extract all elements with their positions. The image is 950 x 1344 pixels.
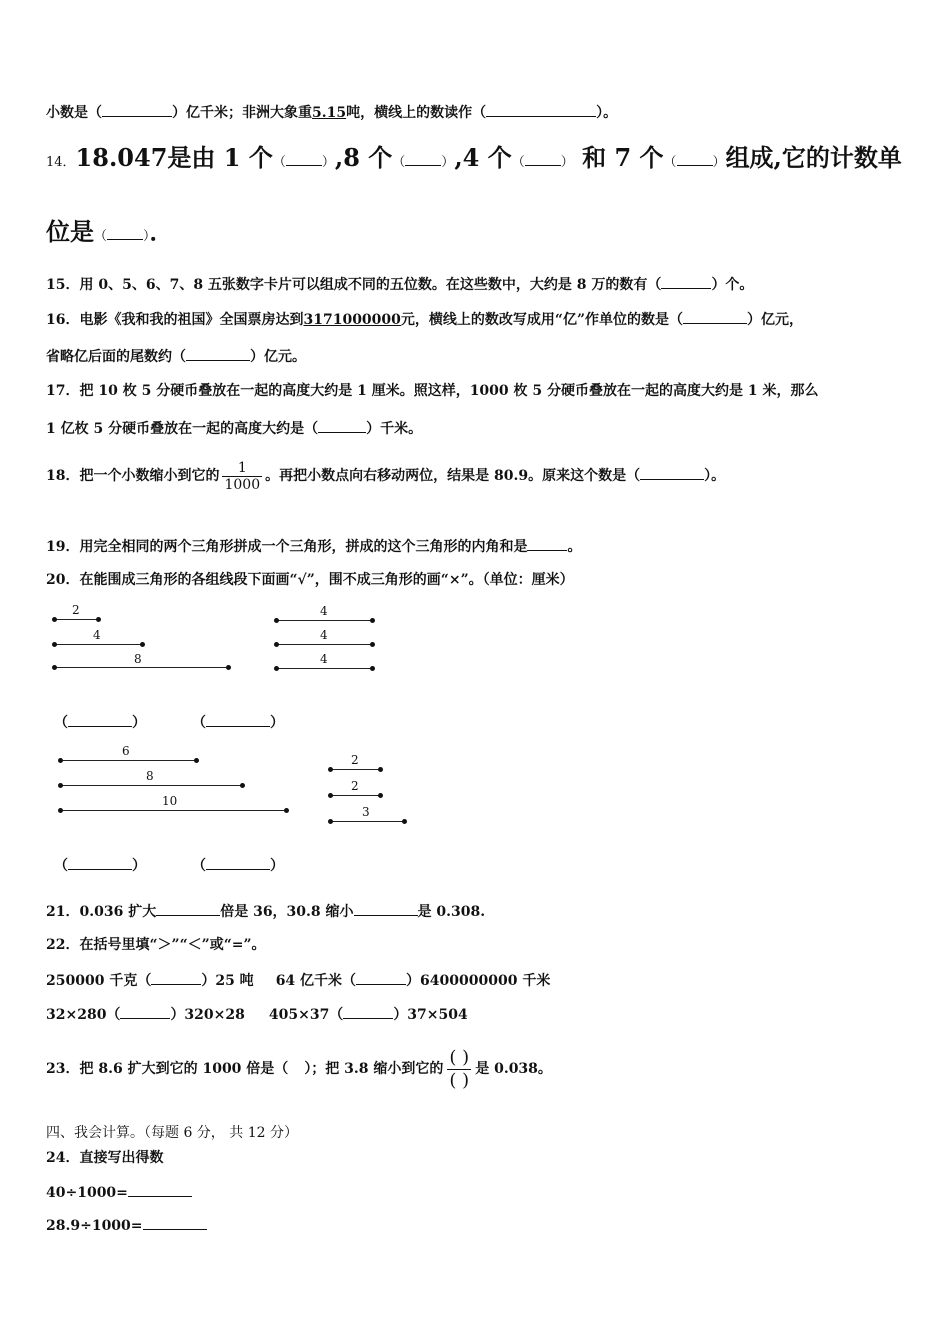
segment-line xyxy=(276,620,372,621)
q13-weight: 5.15 xyxy=(312,105,347,121)
q14-value: 18.047 xyxy=(75,143,168,172)
seg-label: 4 xyxy=(320,604,328,618)
q14-rp-2: ） xyxy=(441,155,455,170)
answer-lp: （ xyxy=(54,858,68,874)
segment-endpoint xyxy=(58,758,63,763)
seg-label: 4 xyxy=(320,652,328,666)
answer-lp: （ xyxy=(192,858,206,874)
q14-text-b: ,8 个 xyxy=(334,143,393,172)
seg-label: 10 xyxy=(162,794,178,808)
q14-lp-3: （ xyxy=(511,155,525,170)
q13-mid2: 吨，横线上的数读作（ xyxy=(346,105,487,121)
segment-endpoint xyxy=(226,665,231,670)
q19-line xyxy=(46,536,581,557)
q14-rp-3: ） xyxy=(560,155,574,170)
q22-r2d: ）37×504 xyxy=(393,1007,468,1023)
q13-end: ）。 xyxy=(596,105,618,121)
q14-blank-3[interactable] xyxy=(525,145,561,166)
q22-row-1 xyxy=(46,970,550,991)
segment-line xyxy=(54,619,98,620)
q13-blank-1[interactable] xyxy=(102,102,172,117)
q17-line-1 xyxy=(46,381,819,401)
q14-text-c: ,4 个 xyxy=(454,143,512,172)
q20-answers-3 xyxy=(54,855,146,876)
q21-a: 21．0.036 扩大 xyxy=(46,904,157,920)
q14-dot: ． xyxy=(149,217,174,246)
q23-mid: ）；把 3.8 缩小到它的 xyxy=(304,1061,444,1077)
q20-answers-1 xyxy=(54,712,146,733)
q16-end: ）亿元， xyxy=(747,312,804,328)
q17-line-2 xyxy=(46,418,422,439)
q18-end: ）。 xyxy=(704,468,726,484)
q23-frac-bot: ( ) xyxy=(449,1069,470,1091)
segment-line xyxy=(60,785,242,786)
seg-label: 3 xyxy=(362,805,370,819)
q15-line xyxy=(46,274,753,295)
answer-rp: ） xyxy=(270,715,284,731)
segment-endpoint xyxy=(52,642,57,647)
segment-endpoint xyxy=(52,665,57,670)
q24-blank-1[interactable] xyxy=(128,1182,192,1197)
q23-fraction[interactable] xyxy=(447,1047,471,1092)
q15-text: 15．用 0、5、6、7、8 五张数字卡片可以组成不同的五位数。在这些数中，大约是 8 万的数有（ xyxy=(46,277,662,293)
q16-pre: 16．电影《我和我的祖国》全国票房达到 xyxy=(46,312,304,328)
q20-line xyxy=(46,570,574,590)
seg-label: 2 xyxy=(72,603,80,617)
q16-blank-2[interactable] xyxy=(186,346,250,361)
q14-blank-2[interactable] xyxy=(405,145,441,166)
seg-label: 4 xyxy=(320,628,328,642)
q22-r1d: ）6400000000 千米 xyxy=(406,973,551,989)
answer-rp: ） xyxy=(132,715,146,731)
q22-r2c: 405×37（ xyxy=(268,1007,344,1023)
q16-line-2 xyxy=(46,346,306,367)
q21-blank-1[interactable] xyxy=(156,901,220,916)
answer-blank-2[interactable] xyxy=(206,712,270,727)
q18-line xyxy=(46,456,725,496)
q22-title-text: 22．在括号里填“＞”“＜”或“=”。 xyxy=(46,937,266,953)
q14-line-2 xyxy=(46,216,174,253)
segment-endpoint xyxy=(274,618,279,623)
answer-blank-1[interactable] xyxy=(68,712,132,727)
q21-b: 倍是 36，30.8 缩小 xyxy=(220,904,354,920)
segment-endpoint xyxy=(328,819,333,824)
q24-title-text: 24．直接写出得数 xyxy=(46,1150,164,1166)
q22-r1b: ）25 吨 xyxy=(201,973,254,989)
q20-answers-2 xyxy=(192,712,284,733)
q21-c: 是 0.308. xyxy=(417,904,486,920)
q18-post: 。再把小数点向右移动两位，结果是 80.9。原来这个数是（ xyxy=(265,468,641,484)
segment-endpoint xyxy=(328,767,333,772)
q16-line-1 xyxy=(46,309,803,330)
q22-r2a: 32×280（ xyxy=(46,1007,121,1023)
q17-line2b: ）千米。 xyxy=(366,421,423,437)
q18-frac-num: 1 xyxy=(222,460,262,477)
q13-line xyxy=(46,102,617,123)
segment-line xyxy=(330,821,404,822)
segment-endpoint xyxy=(58,808,63,813)
segment-endpoint xyxy=(284,808,289,813)
segment-endpoint xyxy=(52,617,57,622)
q23-post: 是 0.038。 xyxy=(475,1061,552,1077)
segment-endpoint xyxy=(96,617,101,622)
q22-r1a: 250000 千克（ xyxy=(46,973,152,989)
segment-endpoint xyxy=(378,767,383,772)
segment-line xyxy=(54,667,228,668)
q20-answers-4 xyxy=(192,855,284,876)
q14-line2-text: 位是 xyxy=(46,217,94,246)
q17-blank[interactable] xyxy=(318,418,366,433)
q14-text-e: 组成,它的计数单 xyxy=(725,143,902,172)
segment-endpoint xyxy=(370,666,375,671)
q19-text: 19．用完全相同的两个三角形拼成一个三角形，拼成的这个三角形的内角和是 xyxy=(46,539,528,555)
q21-line xyxy=(46,901,485,922)
answer-rp: ） xyxy=(132,858,146,874)
q17-line2a: 1 亿枚 5 分硬币叠放在一起的高度大约是（ xyxy=(46,421,319,437)
q14-blank-5[interactable] xyxy=(107,219,143,240)
q16-line2b: ）亿元。 xyxy=(250,349,306,365)
answer-blank-3[interactable] xyxy=(68,855,132,870)
q17-line1: 17．把 10 枚 5 分硬币叠放在一起的高度大约是 1 厘米。照这样，1000 枚 5 分硬币叠放在一起的高度大约是 1 米，那么 xyxy=(46,383,819,399)
q22-blank-2[interactable] xyxy=(356,970,406,985)
section-4-title xyxy=(46,1123,298,1143)
q18-fraction xyxy=(222,460,262,493)
q22-title xyxy=(46,935,266,955)
segment-endpoint xyxy=(402,819,407,824)
q22-r1c: 64 亿千米（ xyxy=(275,973,357,989)
q14-line-1 xyxy=(46,142,902,179)
q22-blank-1[interactable] xyxy=(151,970,201,985)
q13-blank-2[interactable] xyxy=(486,102,596,117)
answer-rp: ） xyxy=(270,858,284,874)
q23-pre: 23．把 8.6 扩大到它的 1000 倍是（ xyxy=(46,1061,289,1077)
segment-endpoint xyxy=(328,793,333,798)
section-4-title-text: 四、我会计算。（每题 6 分， 共 12 分） xyxy=(46,1125,298,1141)
q14-lp-1: （ xyxy=(272,155,286,170)
segment-line xyxy=(276,668,372,669)
segment-line xyxy=(276,644,372,645)
q18-pre: 18．把一个小数缩小到它的 xyxy=(46,468,220,484)
segment-endpoint xyxy=(370,642,375,647)
q18-blank[interactable] xyxy=(640,465,704,480)
segment-endpoint xyxy=(378,793,383,798)
seg-label: 8 xyxy=(134,652,142,666)
segment-endpoint xyxy=(240,783,245,788)
segment-endpoint xyxy=(274,642,279,647)
answer-lp: （ xyxy=(54,715,68,731)
q16-number: 3171000000 xyxy=(303,312,401,328)
q22-blank-3[interactable] xyxy=(120,1004,170,1019)
q24-blank-2[interactable] xyxy=(143,1215,207,1230)
segment-endpoint xyxy=(58,783,63,788)
q24-e2: 28.9÷1000= xyxy=(46,1218,143,1234)
q22-row-2 xyxy=(46,1004,468,1025)
answer-blank-4[interactable] xyxy=(206,855,270,870)
segment-line xyxy=(60,760,196,761)
q23-line xyxy=(46,1044,552,1094)
q13-prefix: 小数是（ xyxy=(46,105,102,121)
q13-mid1: ）亿千米；非洲大象重 xyxy=(172,105,312,121)
seg-label: 8 xyxy=(146,769,154,783)
q14-text-a: 是由 1 个 xyxy=(167,143,273,172)
q14-blank-1[interactable] xyxy=(286,145,322,166)
segment-line xyxy=(330,769,380,770)
q24-e1: 40÷1000= xyxy=(46,1185,128,1201)
q14-rp-1: ） xyxy=(321,155,335,170)
q14-number: 14． xyxy=(46,155,76,170)
seg-label: 6 xyxy=(122,744,130,758)
segment-endpoint xyxy=(274,666,279,671)
segment-line xyxy=(54,644,142,645)
q16-blank-1[interactable] xyxy=(683,309,747,324)
q14-lp-4: （ xyxy=(663,155,677,170)
q15-end: ）个。 xyxy=(711,277,754,293)
seg-label: 4 xyxy=(93,628,101,642)
segment-endpoint xyxy=(194,758,199,763)
segment-line xyxy=(60,810,286,811)
q21-blank-2[interactable] xyxy=(354,901,418,916)
q14-blank-4[interactable] xyxy=(677,145,713,166)
q22-r2b: ）320×28 xyxy=(170,1007,245,1023)
q22-blank-4[interactable] xyxy=(343,1004,393,1019)
q23-frac-top: ( ) xyxy=(449,1046,470,1068)
q24-expr-1 xyxy=(46,1182,192,1203)
q19-end: 。 xyxy=(567,539,582,555)
q16-line2a: 省略亿后面的尾数约（ xyxy=(46,349,186,365)
q15-blank[interactable] xyxy=(661,274,711,289)
answer-lp: （ xyxy=(192,715,206,731)
q14-lp-5: （ xyxy=(94,229,108,244)
q19-blank[interactable] xyxy=(527,536,567,551)
segment-line xyxy=(330,795,380,796)
q14-text-d: 和 7 个 xyxy=(573,143,664,172)
q14-rp-4: ） xyxy=(712,155,726,170)
q16-mid: 元，横线上的数改写成用“亿”作单位的数是（ xyxy=(400,312,684,328)
q24-expr-2 xyxy=(46,1215,207,1236)
q14-lp-2: （ xyxy=(392,155,406,170)
q18-frac-den: 1000 xyxy=(224,476,261,493)
seg-label: 2 xyxy=(351,753,359,767)
q24-title xyxy=(46,1148,163,1168)
q20-text: 20．在能围成三角形的各组线段下面画“√”，围不成三角形的画“×”。（单位：厘米） xyxy=(46,572,574,588)
segment-endpoint xyxy=(370,618,375,623)
q14-rp-5: ） xyxy=(143,229,150,244)
segment-endpoint xyxy=(140,642,145,647)
seg-label: 2 xyxy=(351,779,359,793)
